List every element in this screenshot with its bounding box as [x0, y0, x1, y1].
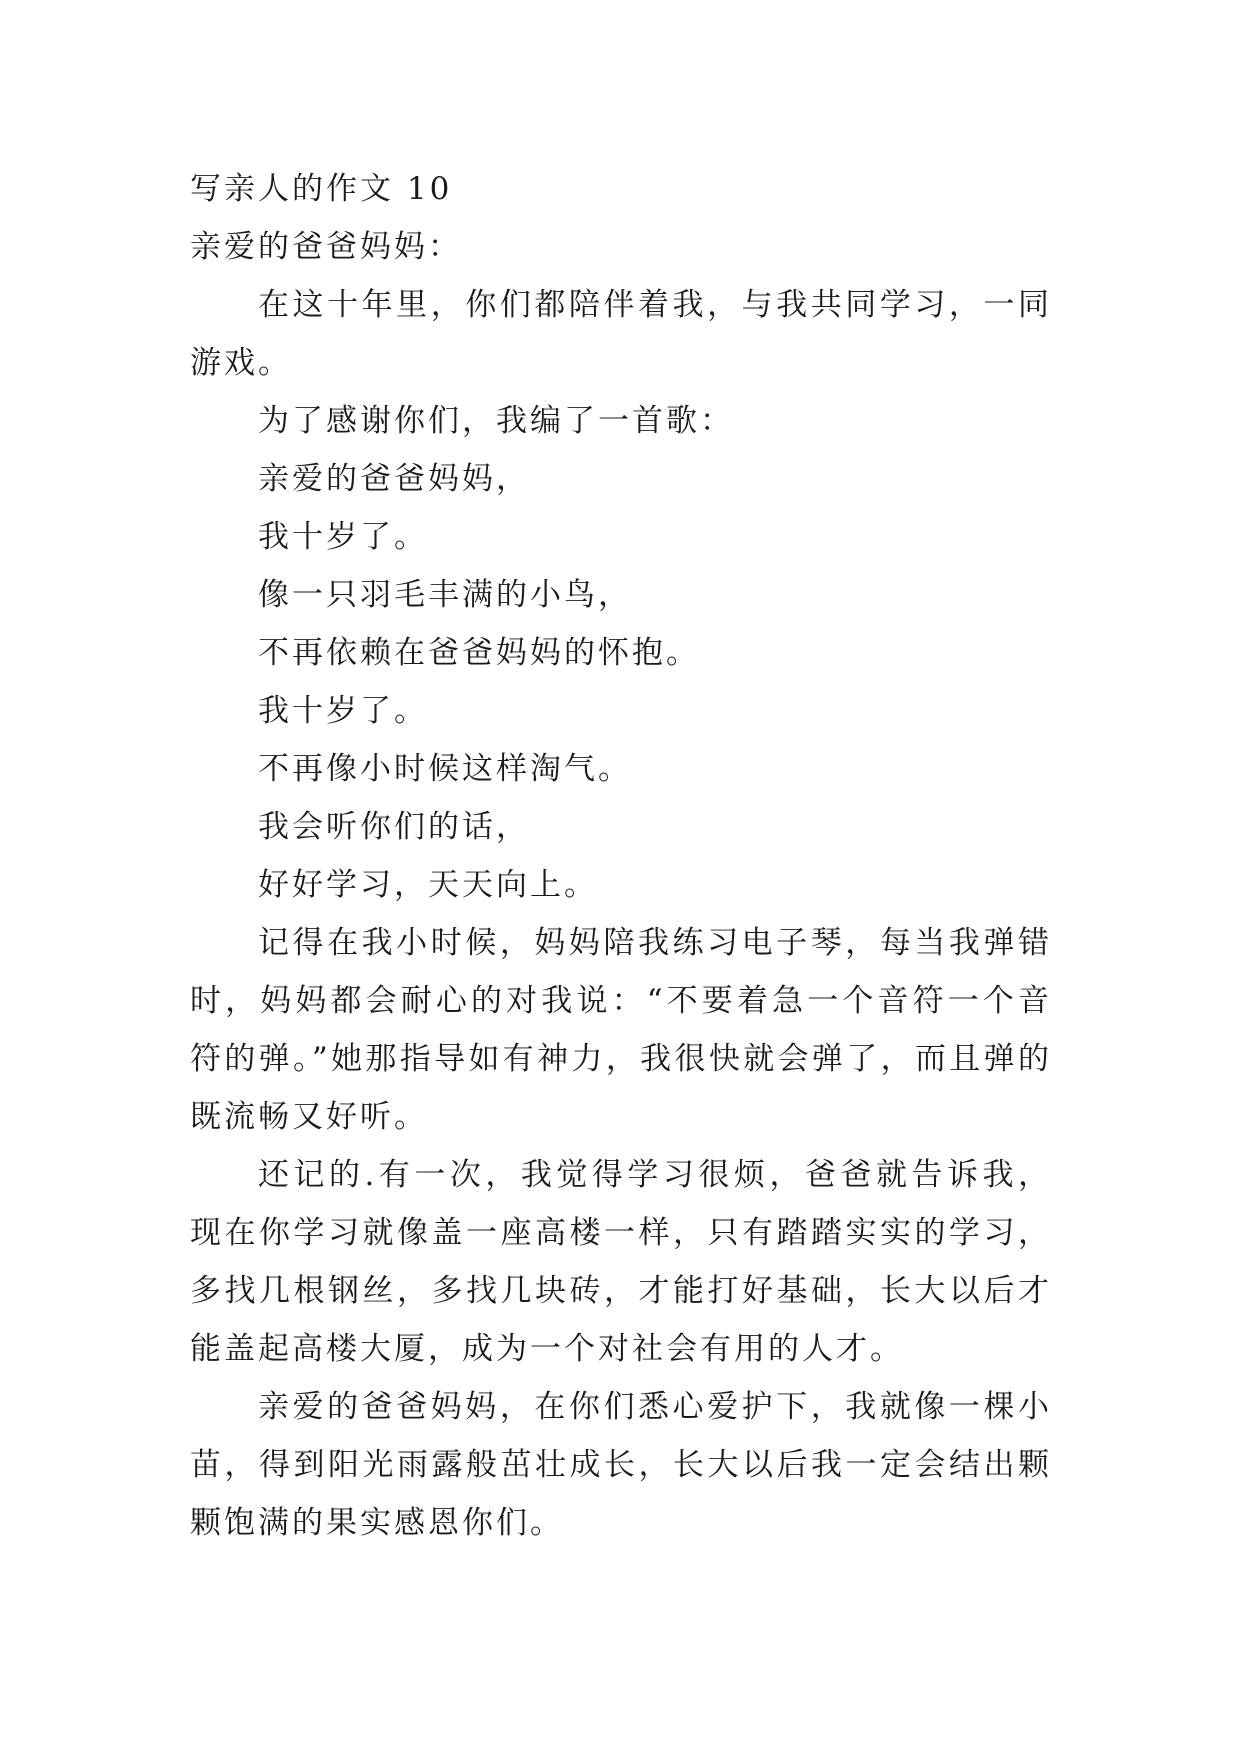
paragraph-1: 在这十年里，你们都陪伴着我，与我共同学习，一同游戏。	[190, 287, 1052, 381]
document-body	[190, 160, 1052, 1552]
song-intro: 为了感谢你们，我编了一首歌：	[258, 403, 734, 439]
paragraph-4: 亲爱的爸爸妈妈，在你们悉心爱护下，我就像一棵小苗，得到阳光雨露般茁壮成长，长大以后我一定会结出颗颗饱满的果实感恩你们。	[190, 1389, 1052, 1541]
salutation: 亲爱的爸爸妈妈：	[190, 229, 462, 265]
essay-title: 写亲人的作文 10	[190, 171, 453, 207]
song-line: 不再像小时候这样淘气。	[258, 751, 632, 787]
song-line: 我会听你们的话，	[258, 809, 530, 845]
paragraph-3: 还记的.有一次，我觉得学习很烦，爸爸就告诉我，现在你学习就像盖一座高楼一样，只有踏踏实实的学习，多找几根钢丝，多找几块砖，才能打好基础，长大以后才能盖起高楼大厦，成为一个对社会有用的人才。	[190, 1157, 1052, 1367]
paragraph-2: 记得在我小时候，妈妈陪我练习电子琴，每当我弹错时，妈妈都会耐心的对我说：“不要着急一个音符一个音符的弹。”她那指导如有神力，我很快就会弹了，而且弹的既流畅又好听。	[190, 925, 1052, 1135]
song-line: 我十岁了。	[258, 693, 428, 729]
song-line: 亲爱的爸爸妈妈，	[258, 461, 530, 497]
song-line: 我十岁了。	[258, 519, 428, 555]
song-line: 像一只羽毛丰满的小鸟，	[258, 577, 632, 613]
song-line: 不再依赖在爸爸妈妈的怀抱。	[258, 635, 700, 671]
song-line: 好好学习，天天向上。	[258, 867, 598, 903]
